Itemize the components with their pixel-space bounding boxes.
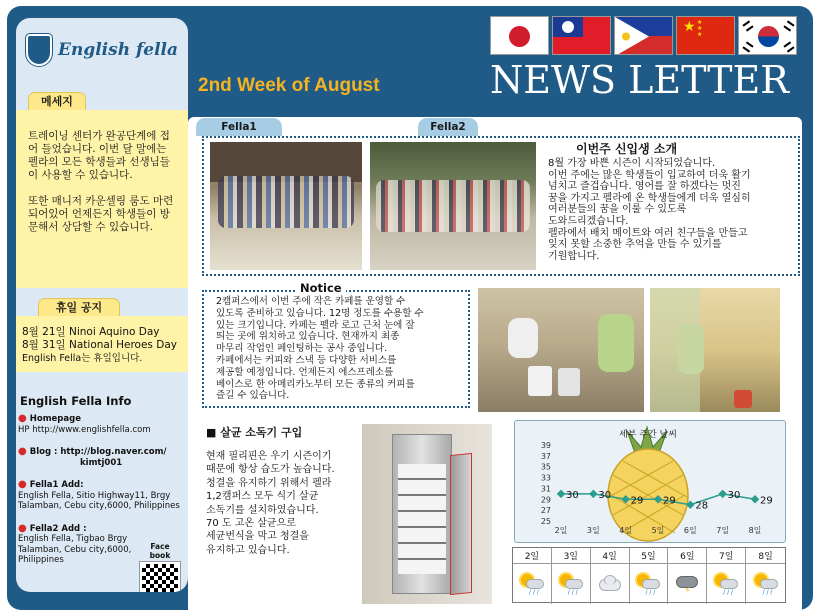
qr-label: Face book	[149, 542, 171, 560]
cloud-icon	[597, 573, 623, 595]
x-tick-label: 5일	[651, 526, 665, 535]
info-item-fella2	[18, 524, 136, 566]
x-tick-label: 2일	[554, 526, 568, 535]
new-students-line: 8월 가장 바쁜 시즌이 시작되었습니다.	[548, 158, 716, 169]
holiday-line-1: 8월 21일 Ninoi Aquino Day	[22, 326, 160, 338]
new-students-line: 잊지 못할 소중한 추억을 만들 수 있기를	[548, 239, 722, 251]
weather-chart	[514, 420, 786, 543]
logo	[26, 30, 178, 70]
notice-line: 띄는 곳에 위치하고 있습니다. 현재까지 최종	[216, 331, 400, 343]
japan-flag	[490, 16, 549, 55]
new-students-line: 이번 주에는 많은 학생들이 입교하여 더욱 활기	[548, 169, 751, 181]
new-students-text	[548, 158, 798, 262]
sun-rain-icon: / / /	[713, 573, 739, 595]
weather-icon-cell	[668, 564, 707, 604]
temperature-point	[589, 490, 597, 498]
blog-link[interactable]: Blog : http://blog.naver.com/	[29, 447, 167, 457]
y-tick-label: 33	[540, 473, 551, 483]
korea-flag	[738, 16, 797, 55]
weather-chart-svg	[515, 421, 787, 544]
weather-day-6: 7일	[707, 548, 746, 564]
x-tick-label: 7일	[716, 526, 730, 535]
sterilizer-line: 현재 필리핀은 우기 시즌이기	[206, 451, 332, 462]
tab-fella1: Fella1	[196, 118, 282, 136]
bullet-icon: ●	[18, 479, 27, 490]
newsletter-title: NEWS LETTER	[490, 58, 789, 102]
temperature-point	[751, 495, 759, 503]
info-head: Fella1 Add:	[29, 480, 84, 490]
fella1-address: English Fella, Sitio Highway11, Brgy Talamban, Cebu city,6000, Philippines	[18, 490, 180, 511]
holiday-line-3: English Fella는 휴일입니다.	[22, 353, 143, 364]
shield-icon	[26, 34, 52, 66]
new-students-line: 꿈을 가지고 펠라에 온 학생들에게 더욱 열심히	[548, 192, 751, 204]
sun-rain-icon: / / /	[558, 573, 584, 595]
weather-day-5: 6일	[668, 548, 707, 564]
blog-id: kimtj001	[80, 457, 123, 468]
new-students-line: 도와드리겠습니다.	[548, 215, 629, 227]
notice-line: 있는 크기입니다. 카페는 펠라 로고 근처 눈에 잘	[216, 319, 415, 331]
temperature-point	[718, 490, 726, 498]
x-tick-label: 3일	[586, 526, 600, 535]
weather-icon-cell	[513, 564, 552, 604]
cafe-workers-photo	[478, 288, 644, 412]
info-head: Homepage	[29, 414, 81, 424]
new-students-line: 기원합니다.	[548, 250, 600, 262]
temperature-label: 30	[566, 489, 579, 501]
notice-line: 즐길 수 있습니다.	[216, 390, 290, 402]
y-tick-label: 25	[540, 517, 551, 526]
info-title: English Fella Info	[20, 394, 132, 408]
bullet-icon: ●	[18, 413, 27, 424]
weather-icon-cell	[591, 564, 630, 604]
tab-fella2: Fella2	[418, 118, 478, 136]
notice-line: 카페에서는 커피와 스낵 등 다양한 서비스를	[216, 354, 397, 366]
notice-line: 제공할 예정입니다. 언제든지 에스프레소를	[216, 366, 394, 378]
temperature-point	[557, 490, 565, 498]
notice-line: 마무리 작업인 페인팅하는 공사 중입니다.	[216, 343, 388, 355]
info-item-homepage	[18, 414, 188, 435]
info-head: Fella2 Add :	[29, 523, 87, 534]
fella2-address: English Fella, Tigbao Brgy Talamban, Cebu city,6000, Philippines	[18, 534, 132, 565]
y-tick-label: 29	[540, 495, 551, 505]
y-tick-label: 31	[540, 484, 551, 494]
bullet-icon: ●	[18, 446, 27, 457]
x-tick-label: 8일	[748, 526, 762, 535]
week-heading: 2nd Week of August	[198, 75, 380, 96]
notice-line: 베이스로 한 아메리카노부터 모든 종류의 커피를	[216, 378, 415, 390]
weather-day-2: 3일	[552, 548, 591, 564]
sterilizer-photo	[362, 424, 492, 604]
message-box	[16, 110, 188, 288]
weather-icon-cell	[630, 564, 669, 604]
sterilizer-line: 1,2캠퍼스 모두 식기 살균	[206, 491, 319, 503]
weather-icon-cell	[552, 564, 591, 604]
notice-line: 있도록 준비하고 있습니다. 12명 정도를 수용할 수	[216, 307, 424, 319]
holiday-box	[16, 316, 188, 372]
fella1-group-photo	[210, 142, 362, 270]
temperature-label: 28	[695, 500, 709, 512]
sun-rain-icon: / / /	[753, 573, 779, 595]
sun-rain-icon: / / /	[635, 573, 661, 595]
sterilizer-line: 청결을 유지하기 위해서 펠라	[206, 477, 332, 489]
info-item-fella1	[18, 480, 188, 512]
chart-title: 세부 주간 날씨	[619, 430, 677, 440]
y-tick-label: 35	[540, 462, 551, 472]
temperature-label: 29	[630, 495, 644, 507]
sterilizer-line: 때문에 항상 습도가 높습니다.	[206, 464, 335, 476]
temperature-label: 29	[760, 495, 773, 507]
weather-day-4: 5일	[630, 548, 669, 564]
sterilizer-text	[206, 450, 362, 557]
weather-icon-cell	[707, 564, 746, 604]
bullet-icon: ●	[18, 522, 27, 534]
weather-day-3: 4일	[591, 548, 630, 564]
notice-line: 2캠퍼스에서 이번 주에 작은 카페를 운영할 수	[216, 296, 406, 307]
weather-table	[512, 547, 786, 603]
x-tick-label: 6일	[683, 526, 697, 535]
storm-icon: ⚡	[674, 573, 700, 595]
sidebar	[16, 18, 188, 592]
homepage-link[interactable]: HP http://www.englishfella.com	[18, 424, 151, 435]
y-tick-label: 39	[540, 441, 551, 450]
logo-text: English fella	[58, 40, 179, 60]
new-students-line: 여러분들의 꿈을 이룰 수 있도록	[548, 204, 687, 216]
temperature-label: 30	[598, 489, 612, 501]
sterilizer-line: 70 도 고온 살균으로	[206, 518, 296, 530]
facebook-qr[interactable]	[140, 542, 180, 592]
temperature-label: 29	[663, 495, 676, 507]
message-paragraph-2: 또한 매니저 카운셀링 룸도 마련되어있어 언제든지 학생들이 방문해서 상담할 수 있습니다.	[28, 195, 174, 233]
message-tab: 메세지	[28, 92, 86, 112]
new-students-line: 펠라에서 배치 메이트와 여러 친구들을 만들고	[548, 227, 748, 239]
china-flag: ★ ★ ★ ★	[676, 16, 735, 55]
sun-rain-icon: / / /	[519, 573, 545, 595]
weather-day-7: 8일	[746, 548, 785, 564]
new-students-line: 넘치고 즐겁습니다. 영어를 잘 하겠다는 멋진	[548, 181, 741, 193]
sterilizer-line: 세균번식을 막고 청결을	[206, 531, 309, 543]
pineapple-icon	[608, 427, 688, 541]
new-students-title: 이번주 신입생 소개	[576, 142, 678, 156]
taiwan-flag	[552, 16, 611, 55]
philippines-flag	[614, 16, 673, 55]
notice-text	[216, 296, 468, 402]
notice-title: Notice	[296, 283, 346, 295]
cafe-painter-photo	[650, 288, 780, 412]
y-tick-label: 27	[540, 506, 551, 516]
fella2-group-photo	[370, 142, 536, 270]
weather-day-1: 2일	[513, 548, 552, 564]
holiday-tab: 휴일 공지	[38, 298, 120, 318]
x-tick-label: 4일	[619, 526, 633, 535]
flag-row	[490, 16, 797, 55]
temperature-label: 30	[727, 489, 741, 501]
sterilizer-line: 유지하고 있습니다.	[206, 544, 290, 556]
sterilizer-title: ■ 살균 소독기 구입	[206, 426, 303, 439]
info-item-blog	[18, 447, 188, 468]
sterilizer-line: 소독기를 설치하였습니다.	[206, 504, 319, 516]
weather-icon-cell	[746, 564, 785, 604]
y-tick-label: 37	[540, 451, 551, 461]
qr-code-icon	[140, 562, 180, 592]
message-paragraph-1: 트레이닝 센터가 완공단계에 접어 들었습니다. 이번 달 말에는 펠라의 모든 학생들과 선생님들이 사용할 수 있습니다.	[28, 130, 170, 181]
holiday-line-2: 8월 31일 National Heroes Day	[22, 339, 177, 351]
